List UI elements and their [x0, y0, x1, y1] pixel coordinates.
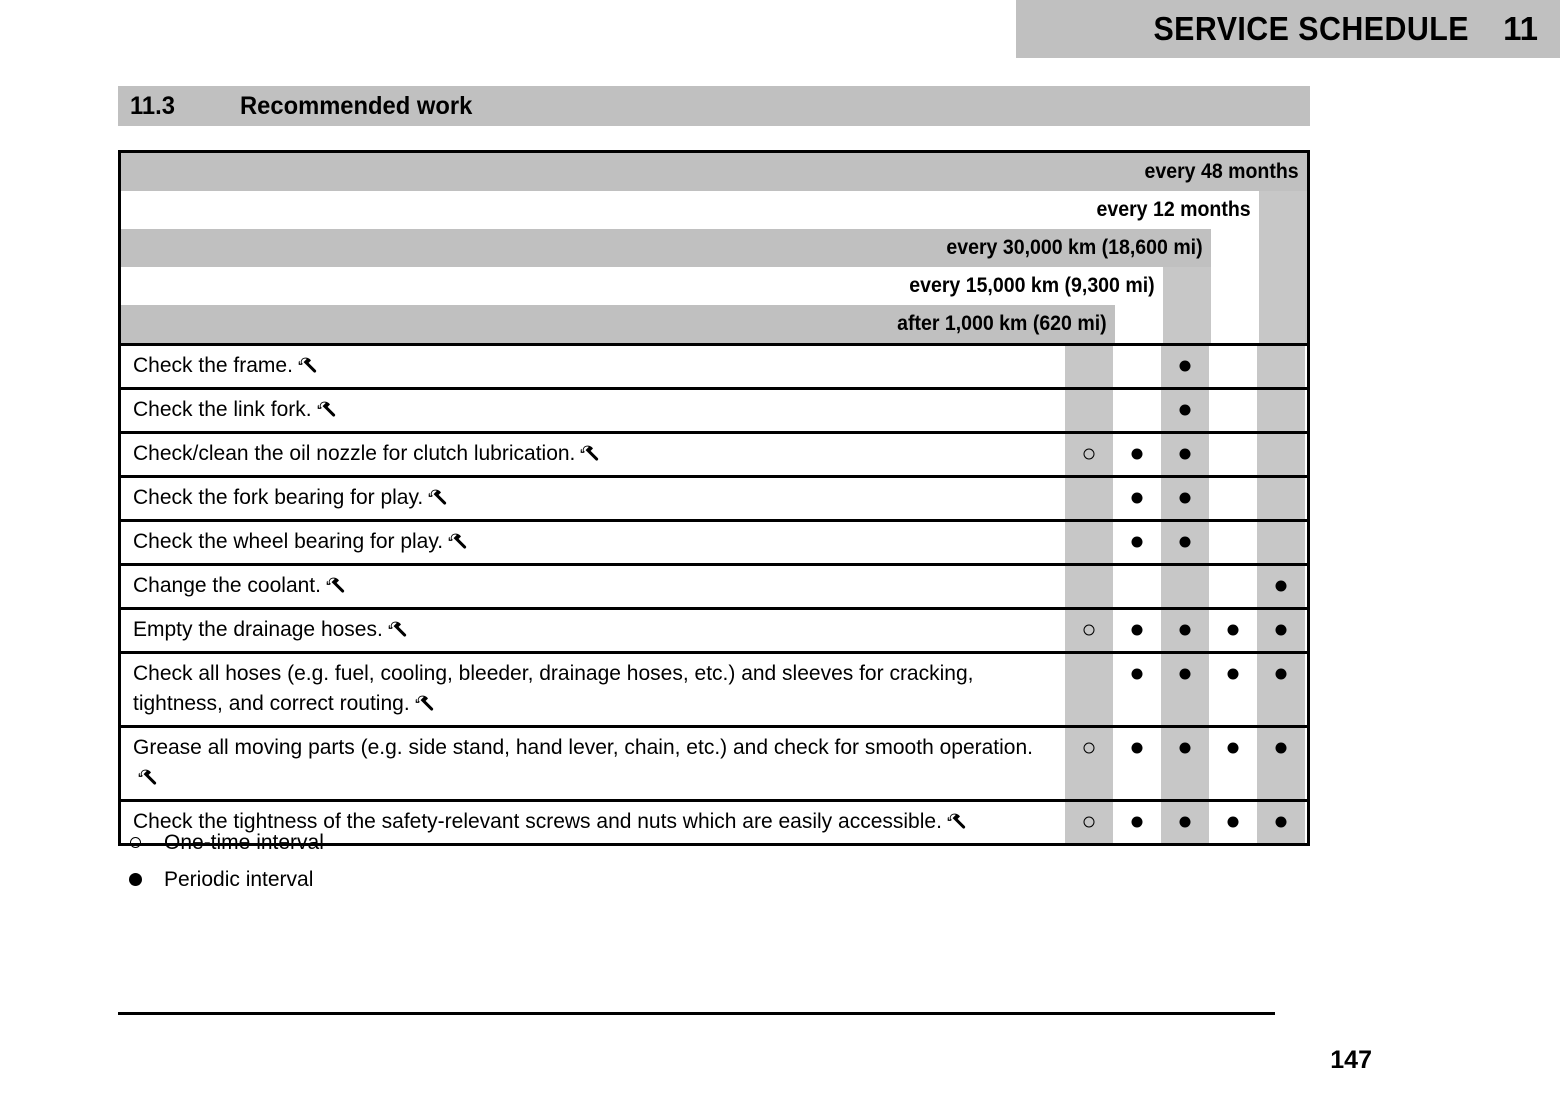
interval-column: [1209, 566, 1257, 607]
interval-header-label: every 30,000 km (18,600 mi): [946, 236, 1203, 259]
wrench-icon: [448, 532, 467, 551]
periodic-interval-marker: [1276, 743, 1287, 754]
interval-marks-cell: [1065, 522, 1305, 563]
interval-column: [1113, 610, 1161, 651]
legend-item: [110, 861, 610, 898]
task-description-cell: [121, 390, 1065, 431]
page-number: 147: [1330, 1046, 1372, 1074]
running-head-title: SERVICE SCHEDULE: [1153, 10, 1470, 47]
periodic-interval-marker: [110, 873, 160, 886]
interval-column: [1113, 802, 1161, 843]
interval-header-row: [121, 229, 1307, 267]
periodic-interval-marker: [1228, 743, 1239, 754]
legend-marker-glyph: [129, 873, 142, 886]
interval-column: [1113, 478, 1161, 519]
interval-column: [1161, 654, 1209, 725]
periodic-interval-marker: [1228, 625, 1239, 636]
task-text: Check the fork bearing for play.: [133, 486, 424, 509]
interval-column-strip: [1259, 305, 1307, 343]
interval-column: [1065, 802, 1113, 843]
interval-marks-cell: [1065, 728, 1305, 799]
periodic-interval-marker: [1132, 537, 1143, 548]
periodic-interval-marker: [1180, 405, 1191, 416]
interval-column: [1113, 346, 1161, 387]
wrench-icon: [138, 768, 157, 787]
interval-column: [1065, 522, 1113, 563]
task-description-cell: [121, 610, 1065, 651]
task-description-cell: [121, 566, 1065, 607]
interval-column-strip: [1211, 267, 1259, 305]
one-time-interval-marker: [1084, 743, 1095, 754]
one-time-interval-marker: [1084, 449, 1095, 460]
periodic-interval-marker: [1276, 669, 1287, 680]
legend-label: One-time interval: [164, 830, 324, 854]
periodic-interval-marker: [1180, 625, 1191, 636]
interval-column-strip: [1259, 267, 1307, 305]
interval-column-strip: [1211, 305, 1259, 343]
task-description-cell: [121, 728, 1065, 799]
interval-column: [1257, 346, 1305, 387]
interval-marks-cell: [1065, 434, 1305, 475]
interval-column: [1113, 728, 1161, 799]
table-row: [121, 725, 1307, 799]
wrench-icon: [298, 356, 317, 375]
periodic-interval-marker: [1132, 743, 1143, 754]
interval-column: [1257, 654, 1305, 725]
periodic-interval-marker: [1180, 817, 1191, 828]
interval-column: [1113, 566, 1161, 607]
interval-column-strip: [1259, 191, 1307, 229]
periodic-interval-marker: [1180, 537, 1191, 548]
section-title: Recommended work: [240, 91, 473, 120]
interval-column-strip: [1163, 305, 1211, 343]
interval-column: [1065, 610, 1113, 651]
table-body: [121, 346, 1307, 843]
task-text: Check/clean the oil nozzle for clutch lubrication.: [133, 442, 576, 465]
interval-column: [1065, 478, 1113, 519]
interval-column-strip: [1115, 305, 1163, 343]
periodic-interval-marker: [1276, 625, 1287, 636]
interval-header-label: every 12 months: [1096, 198, 1251, 221]
interval-column: [1257, 610, 1305, 651]
table-row: [121, 475, 1307, 519]
interval-marks-cell: [1065, 802, 1305, 843]
interval-marks-cell: [1065, 610, 1305, 651]
interval-column-strip: [1163, 267, 1211, 305]
legend: [110, 824, 610, 898]
table-row: [121, 519, 1307, 563]
interval-column: [1161, 434, 1209, 475]
periodic-interval-marker: [1180, 493, 1191, 504]
interval-column-strip: [1211, 229, 1259, 267]
wrench-icon: [326, 576, 345, 595]
wrench-icon: [580, 444, 599, 463]
periodic-interval-marker: [1132, 449, 1143, 460]
periodic-interval-marker: [1132, 817, 1143, 828]
running-head-chapter-number: 11: [1503, 10, 1538, 47]
interval-column: [1113, 390, 1161, 431]
table-row: [121, 651, 1307, 725]
interval-marks-cell: [1065, 390, 1305, 431]
interval-column: [1209, 522, 1257, 563]
interval-column: [1209, 728, 1257, 799]
task-text: Check the frame.: [133, 354, 293, 377]
interval-column-strip: [1259, 229, 1307, 267]
interval-column: [1209, 434, 1257, 475]
periodic-interval-marker: [1180, 743, 1191, 754]
running-head: [1016, 0, 1560, 58]
interval-column: [1209, 346, 1257, 387]
footer-rule: [118, 1012, 1275, 1015]
interval-column: [1161, 390, 1209, 431]
periodic-interval-marker: [1228, 669, 1239, 680]
wrench-icon: [947, 812, 966, 831]
periodic-interval-marker: [1276, 581, 1287, 592]
interval-column: [1065, 566, 1113, 607]
wrench-icon: [415, 694, 434, 713]
interval-marks-cell: [1065, 478, 1305, 519]
task-text: Change the coolant.: [133, 574, 321, 597]
interval-column: [1113, 654, 1161, 725]
interval-marks-cell: [1065, 654, 1305, 725]
interval-marks-cell: [1065, 566, 1305, 607]
legend-item: [110, 824, 610, 861]
task-text: Check the tightness of the safety-relevant screws and nuts which are easily accessible.: [133, 810, 942, 833]
periodic-interval-marker: [1180, 361, 1191, 372]
interval-column: [1065, 346, 1113, 387]
interval-header-row: [121, 191, 1307, 229]
interval-column: [1257, 478, 1305, 519]
wrench-icon: [428, 488, 447, 507]
interval-column: [1257, 434, 1305, 475]
periodic-interval-marker: [1180, 449, 1191, 460]
interval-column: [1257, 522, 1305, 563]
interval-column: [1161, 610, 1209, 651]
periodic-interval-marker: [1228, 817, 1239, 828]
interval-column: [1161, 478, 1209, 519]
interval-column: [1257, 566, 1305, 607]
periodic-interval-marker: [1132, 625, 1143, 636]
wrench-icon: [388, 620, 407, 639]
table-row: [121, 387, 1307, 431]
interval-header-label: every 48 months: [1144, 160, 1299, 183]
interval-header-row: [121, 305, 1307, 343]
task-description-cell: [121, 654, 1065, 725]
legend-marker-glyph: [130, 837, 141, 848]
interval-column: [1065, 654, 1113, 725]
interval-column: [1065, 434, 1113, 475]
task-text: Grease all moving parts (e.g. side stand, hand lever, chain, etc.) and check for smooth operation.: [133, 736, 1033, 759]
service-schedule-table: [118, 150, 1310, 846]
task-text: Check the link fork.: [133, 398, 312, 421]
periodic-interval-marker: [1180, 669, 1191, 680]
interval-column: [1257, 802, 1305, 843]
task-text: Check all hoses (e.g. fuel, cooling, bleeder, drainage hoses, etc.) and sleeves for cracking, tightness, and correct routing.: [133, 662, 974, 715]
interval-column: [1209, 610, 1257, 651]
wrench-icon: [317, 400, 336, 419]
task-description-cell: [121, 522, 1065, 563]
task-text: Empty the drainage hoses.: [133, 618, 383, 641]
periodic-interval-marker: [1132, 669, 1143, 680]
interval-column: [1113, 522, 1161, 563]
interval-column: [1065, 728, 1113, 799]
interval-column: [1209, 654, 1257, 725]
table-row: [121, 607, 1307, 651]
one-time-interval-marker: [1084, 817, 1095, 828]
interval-column: [1209, 478, 1257, 519]
periodic-interval-marker: [1132, 493, 1143, 504]
interval-column: [1161, 522, 1209, 563]
table-row: [121, 563, 1307, 607]
legend-label: Periodic interval: [164, 867, 314, 891]
interval-column: [1161, 802, 1209, 843]
interval-header-row: [121, 267, 1307, 305]
interval-column: [1257, 728, 1305, 799]
table-row: [121, 346, 1307, 387]
interval-column: [1161, 346, 1209, 387]
section-heading: [118, 86, 1310, 126]
section-number: 11.3: [130, 91, 175, 120]
interval-column: [1065, 390, 1113, 431]
one-time-interval-marker: [1084, 625, 1095, 636]
interval-header-row: [121, 153, 1307, 191]
interval-column: [1209, 390, 1257, 431]
task-description-cell: [121, 478, 1065, 519]
task-description-cell: [121, 346, 1065, 387]
table-interval-header-stack: [121, 153, 1307, 343]
task-description-cell: [121, 434, 1065, 475]
interval-marks-cell: [1065, 346, 1305, 387]
interval-column: [1161, 566, 1209, 607]
table-row: [121, 431, 1307, 475]
interval-header-label: every 15,000 km (9,300 mi): [909, 274, 1155, 297]
task-text: Check the wheel bearing for play.: [133, 530, 444, 553]
periodic-interval-marker: [1276, 817, 1287, 828]
interval-column: [1257, 390, 1305, 431]
interval-column: [1113, 434, 1161, 475]
one-time-interval-marker: [110, 837, 160, 848]
interval-header-label: after 1,000 km (620 mi): [897, 312, 1107, 335]
interval-column: [1161, 728, 1209, 799]
interval-column: [1209, 802, 1257, 843]
